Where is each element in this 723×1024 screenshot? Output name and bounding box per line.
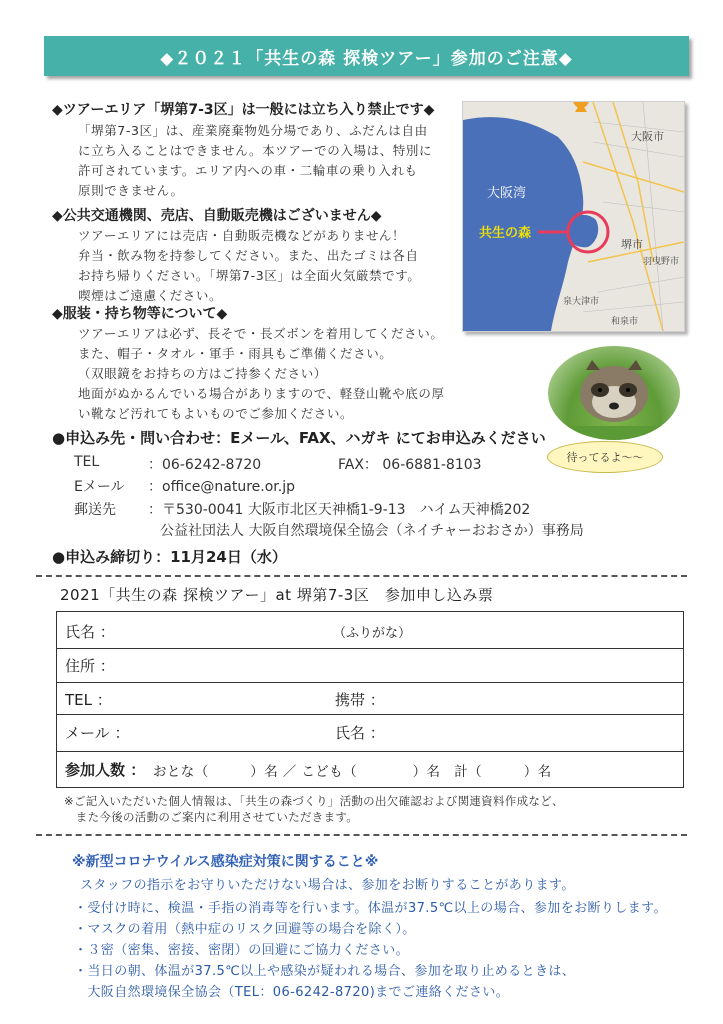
map-label-forest: 共生の森 (479, 226, 532, 241)
map-label-city: 堺市 (621, 238, 643, 251)
text-line: 「堺第7-3区」は、産業廃棄物処分場であり、ふだんは自由 (78, 123, 428, 138)
furigana-label: （ふりがな） (333, 626, 412, 641)
text-line: 原則できません。 (78, 183, 184, 198)
text-line: 喫煙はご遠慮ください。 (78, 288, 223, 303)
section-heading-clothing: ◆服装・持ち物等について◆ (52, 306, 228, 322)
map-label-bay: 大阪湾 (487, 186, 527, 201)
tel-field-label: TEL ： (65, 691, 112, 709)
corona-item: ・受付け時に、検温・手指の消毒等を行います。体温が37.5℃以上の場合、参加をお断りします。 (74, 901, 667, 916)
address-label: 住所 ： (65, 657, 115, 675)
section-body-area (78, 121, 432, 201)
deadline: ●申込み締切り：11月24日（水） (52, 548, 287, 566)
text-line: ツアーエリアは必ず、長そで・長ズボンを着用してください。 (78, 326, 444, 341)
area-map (462, 101, 685, 332)
section-body-facilities (78, 226, 420, 306)
tel-value: ：06-6242-8720 (148, 457, 262, 473)
text-line: また、帽子・タオル・軍手・雨具もご準備ください。 (78, 346, 393, 361)
participants-count: おとな（ ）名 ／ こども（ ）名 計（ ）名 (153, 764, 552, 780)
section-heading-facilities: ◆公共交通機関、売店、自動販売機はございません◆ (52, 208, 382, 224)
tel-label: TEL (74, 454, 100, 470)
application-form (56, 611, 684, 788)
post-label: 郵送先 (74, 502, 116, 518)
corona-item: ・マスクの着用（熱中症のリスク回避等の場合を除く）。 (74, 922, 416, 937)
email-value: ：office@nature.or.jp (148, 479, 295, 495)
fax-value: FAX： 06-6881-8103 (338, 457, 482, 473)
divider (36, 834, 687, 836)
tanuki-photo (548, 346, 680, 440)
text-line: （双眼鏡をお持ちの方はご持参ください） (78, 366, 327, 381)
corona-item: 大阪自然環境保全協会（TEL：06-6242-8720)までご連絡ください。 (74, 985, 510, 1000)
text-line: 地面がぬかるんでいる場合がありますので、軽登山靴や底の厚 (78, 386, 445, 401)
page-title-banner: ◆２０２１「共生の森 探検ツアー」参加のご注意◆ (44, 36, 689, 76)
name2-label: 氏名 ： (335, 724, 385, 742)
section-heading-area: ◆ツアーエリア「堺第7-3区」は一般には立ち入り禁止です◆ (52, 102, 435, 118)
map-label-city: 泉大津市 (563, 297, 600, 307)
contact-heading: ●申込み先・問い合わせ：Eメール、FAX、ハガキ にてお申込みください (52, 429, 546, 447)
corona-intro: スタッフの指示をお守りいただけない場合は、参加をお断りすることがあります。 (80, 878, 575, 893)
text-line: に立ち入ることはできません。本ツアーでの入場は、特別に (78, 143, 433, 158)
post-address: ：〒530-0041 大阪市北区天神橋1-9-13 ハイム天神橋202 (148, 502, 531, 518)
divider (36, 575, 687, 577)
corona-heading: ※新型コロナウイルス感染症対策に関すること※ (72, 854, 379, 870)
speech-bubble: 待ってるよ～～ (547, 441, 663, 473)
organization-name: 公益社団法人 大阪自然環境保全協会（ネイチャーおおさか）事務局 (160, 523, 584, 539)
map-label-city: 和泉市 (611, 317, 639, 327)
text-line: また今後の活動のご案内に利用させていただきます。 (64, 810, 359, 824)
text-line: 許可されています。エリア内への車・二輪車の乗り入れも (78, 163, 418, 178)
corona-item: ・３密（密集、密接、密閉）の回避にご協力ください。 (74, 943, 410, 958)
corona-item: ・当日の朝、体温が37.5℃以上や感染が疑われる場合、参加を取り止めるときは、 (74, 964, 576, 979)
text-line: 弁当・飲み物を持参してください。また、出たゴミは各自 (78, 248, 419, 263)
text-line: ツアーエリアには売店・自動販売機などがありません！ (78, 228, 406, 243)
mobile-label: 携帯 ： (335, 691, 385, 709)
form-title: 2021「共生の森 探検ツアー」at 堺第7-3区 参加申し込み票 (60, 586, 494, 604)
privacy-notice (64, 793, 564, 825)
mail-label: メール ： (65, 724, 130, 742)
participants-label: 参加人数 ： (65, 761, 146, 779)
name-label: 氏名 ： (65, 623, 115, 641)
text-line: い靴など汚れてもよいものでご参加ください。 (78, 406, 354, 421)
section-body-clothing (78, 324, 445, 424)
text-line: お持ち帰りください。「堺第7-3区」は全面火気厳禁です。 (78, 268, 421, 283)
email-label: Eメール (74, 479, 125, 495)
text-line: ※ご記入いただいた個人情報は、「共生の森づくり」活動の出欠確認および関連資料作成など、 (64, 794, 564, 808)
map-label-city: 羽曳野市 (643, 257, 680, 267)
map-label-city: 大阪市 (631, 130, 664, 143)
